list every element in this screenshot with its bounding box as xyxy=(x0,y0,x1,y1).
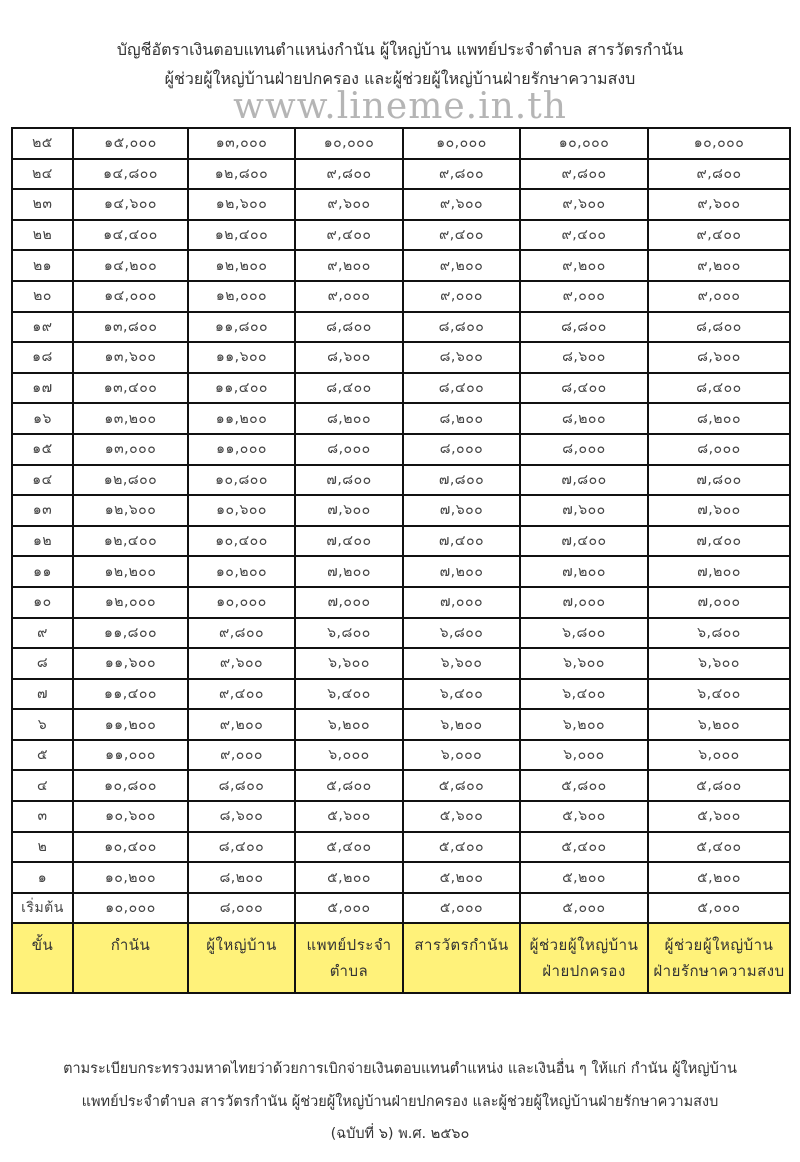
rate-cell: ๑๑,๔๐๐ xyxy=(188,373,295,404)
rate-cell: ๙,๘๐๐ xyxy=(648,159,790,190)
table-header-row xyxy=(12,923,790,993)
rate-cell: ๗,๔๐๐ xyxy=(520,526,648,557)
footer-line2: แพทย์ประจำตำบล สารวัตรกำนัน ผู้ช่วยผู้ใหญ่บ้านฝ่ายปกครอง และผู้ช่วยผู้ใหญ่บ้านฝ่ายรักษาความสงบ xyxy=(81,1094,719,1110)
step-cell: เริ่มต้น xyxy=(12,893,73,924)
rate-cell: ๑๔,๖๐๐ xyxy=(73,189,188,220)
table-row xyxy=(12,434,790,465)
rate-cell: ๕,๒๐๐ xyxy=(520,862,648,893)
rate-cell: ๕,๐๐๐ xyxy=(403,893,520,924)
rate-cell: ๕,๐๐๐ xyxy=(648,893,790,924)
rate-cell: ๙,๘๐๐ xyxy=(403,159,520,190)
rate-cell: ๘,๐๐๐ xyxy=(188,893,295,924)
table-row xyxy=(12,709,790,740)
rate-cell: ๑๑,๒๐๐ xyxy=(188,403,295,434)
step-cell: ๑๔ xyxy=(12,465,73,496)
rate-cell: ๑๐,๐๐๐ xyxy=(403,128,520,159)
rate-cell: ๑๐,๐๐๐ xyxy=(73,893,188,924)
rate-cell: ๑๑,๐๐๐ xyxy=(73,740,188,771)
table-row-start xyxy=(12,893,790,924)
rate-cell: ๙,๐๐๐ xyxy=(188,740,295,771)
column-header xyxy=(295,923,403,993)
rate-cell: ๘,๘๐๐ xyxy=(520,312,648,343)
step-cell: ๑๙ xyxy=(12,312,73,343)
table-row xyxy=(12,403,790,434)
rate-cell: ๗,๔๐๐ xyxy=(648,526,790,557)
rate-cell: ๗,๖๐๐ xyxy=(520,495,648,526)
table-row xyxy=(12,832,790,863)
rate-cell: ๙,๘๐๐ xyxy=(295,159,403,190)
rate-cell: ๖,๖๐๐ xyxy=(403,648,520,679)
rate-cell: ๘,๘๐๐ xyxy=(648,312,790,343)
rate-cell: ๘,๔๐๐ xyxy=(403,373,520,404)
table-row xyxy=(12,250,790,281)
step-cell: ๕ xyxy=(12,740,73,771)
rate-cell: ๑๑,๖๐๐ xyxy=(188,342,295,373)
rate-cell: ๘,๒๐๐ xyxy=(403,403,520,434)
rate-cell: ๑๔,๔๐๐ xyxy=(73,220,188,251)
column-header-line2: ฝ่ายปกครอง xyxy=(542,962,626,981)
rate-cell: ๕,๘๐๐ xyxy=(648,770,790,801)
rate-cell: ๗,๖๐๐ xyxy=(648,495,790,526)
rate-cell: ๕,๔๐๐ xyxy=(295,832,403,863)
rate-cell: ๗,๘๐๐ xyxy=(403,465,520,496)
table-row xyxy=(12,465,790,496)
column-header xyxy=(12,923,73,993)
rate-cell: ๙,๔๐๐ xyxy=(295,220,403,251)
step-cell: ๘ xyxy=(12,648,73,679)
rate-cell: ๕,๒๐๐ xyxy=(295,862,403,893)
rate-cell: ๕,๖๐๐ xyxy=(295,801,403,832)
rate-cell: ๖,๒๐๐ xyxy=(403,709,520,740)
step-cell: ๑๓ xyxy=(12,495,73,526)
step-cell: ๒๒ xyxy=(12,220,73,251)
column-header-line1: ผู้ช่วยผู้ใหญ่บ้าน xyxy=(664,936,774,955)
rate-cell: ๑๓,๒๐๐ xyxy=(73,403,188,434)
rate-cell: ๘,๐๐๐ xyxy=(520,434,648,465)
column-header xyxy=(73,923,188,993)
rate-cell: ๕,๒๐๐ xyxy=(648,862,790,893)
step-cell: ๒๓ xyxy=(12,189,73,220)
rate-cell: ๙,๔๐๐ xyxy=(188,679,295,710)
rate-cell: ๘,๐๐๐ xyxy=(295,434,403,465)
rate-cell: ๗,๒๐๐ xyxy=(520,556,648,587)
rate-cell: ๘,๒๐๐ xyxy=(295,403,403,434)
rate-cell: ๑๐,๘๐๐ xyxy=(73,770,188,801)
rate-cell: ๑๐,๔๐๐ xyxy=(188,526,295,557)
table-row xyxy=(12,312,790,343)
rate-cell: ๙,๔๐๐ xyxy=(648,220,790,251)
rate-cell: ๑๐,๐๐๐ xyxy=(648,128,790,159)
table-row xyxy=(12,128,790,159)
document-title-line2: ผู้ช่วยผู้ใหญ่บ้านฝ่ายปกครอง และผู้ช่วยผู้ใหญ่บ้านฝ่ายรักษาความสงบ xyxy=(164,69,636,88)
rate-cell: ๘,๖๐๐ xyxy=(403,342,520,373)
document-title-line1: บัญชีอัตราเงินตอบแทนตำแหน่งกำนัน ผู้ใหญ่บ้าน แพทย์ประจำตำบล สารวัตรกำนัน xyxy=(116,40,684,59)
rate-cell: ๙,๖๐๐ xyxy=(403,189,520,220)
rate-cell: ๑๒,๐๐๐ xyxy=(188,281,295,312)
step-cell: ๑ xyxy=(12,862,73,893)
rate-cell: ๘,๒๐๐ xyxy=(520,403,648,434)
rate-cell: ๑๑,๒๐๐ xyxy=(73,709,188,740)
rate-cell: ๖,๘๐๐ xyxy=(295,618,403,649)
rate-cell: ๖,๖๐๐ xyxy=(520,648,648,679)
column-header-line1: กำนัน xyxy=(110,936,151,955)
rate-cell: ๗,๔๐๐ xyxy=(295,526,403,557)
rate-cell: ๘,๖๐๐ xyxy=(520,342,648,373)
step-cell: ๖ xyxy=(12,709,73,740)
watermark: www.lineme.in.th xyxy=(233,86,567,127)
rate-cell: ๕,๘๐๐ xyxy=(403,770,520,801)
rate-cell: ๙,๐๐๐ xyxy=(648,281,790,312)
column-header-line1: สารวัตรกำนัน xyxy=(414,936,509,955)
rate-cell: ๙,๒๐๐ xyxy=(648,250,790,281)
table-row xyxy=(12,587,790,618)
step-cell: ๑๑ xyxy=(12,556,73,587)
rate-cell: ๑๒,๘๐๐ xyxy=(73,465,188,496)
table-row xyxy=(12,648,790,679)
rate-cell: ๑๓,๖๐๐ xyxy=(73,342,188,373)
rate-cell: ๕,๘๐๐ xyxy=(520,770,648,801)
table-row xyxy=(12,740,790,771)
rate-cell: ๙,๔๐๐ xyxy=(403,220,520,251)
rate-cell: ๙,๘๐๐ xyxy=(520,159,648,190)
table-row xyxy=(12,801,790,832)
rate-table xyxy=(11,127,791,994)
table-row xyxy=(12,618,790,649)
rate-cell: ๑๑,๘๐๐ xyxy=(188,312,295,343)
column-header xyxy=(648,923,790,993)
rate-cell: ๑๔,๒๐๐ xyxy=(73,250,188,281)
rate-cell: ๑๐,๐๐๐ xyxy=(520,128,648,159)
rate-cell: ๑๑,๐๐๐ xyxy=(188,434,295,465)
step-cell: ๒ xyxy=(12,832,73,863)
rate-cell: ๘,๒๐๐ xyxy=(648,403,790,434)
rate-cell: ๘,๖๐๐ xyxy=(648,342,790,373)
step-cell: ๒๕ xyxy=(12,128,73,159)
rate-cell: ๑๕,๐๐๐ xyxy=(73,128,188,159)
rate-cell: ๑๑,๖๐๐ xyxy=(73,648,188,679)
step-cell: ๑๒ xyxy=(12,526,73,557)
rate-cell: ๗,๐๐๐ xyxy=(520,587,648,618)
column-header-line1: ผู้ใหญ่บ้าน xyxy=(206,936,277,955)
column-header xyxy=(520,923,648,993)
column-header-line1: ผู้ช่วยผู้ใหญ่บ้าน xyxy=(529,936,639,955)
step-cell: ๒๑ xyxy=(12,250,73,281)
rate-cell: ๘,๘๐๐ xyxy=(403,312,520,343)
rate-cell: ๘,๐๐๐ xyxy=(648,434,790,465)
rate-cell: ๑๓,๔๐๐ xyxy=(73,373,188,404)
rate-cell: ๕,๐๐๐ xyxy=(520,893,648,924)
rate-cell: ๑๑,๔๐๐ xyxy=(73,679,188,710)
table-row xyxy=(12,862,790,893)
rate-cell: ๑๒,๖๐๐ xyxy=(73,495,188,526)
rate-cell: ๕,๔๐๐ xyxy=(403,832,520,863)
rate-cell: ๙,๔๐๐ xyxy=(520,220,648,251)
column-header xyxy=(188,923,295,993)
step-cell: ๑๗ xyxy=(12,373,73,404)
rate-cell: ๖,๖๐๐ xyxy=(648,648,790,679)
rate-cell: ๙,๐๐๐ xyxy=(295,281,403,312)
rate-cell: ๗,๐๐๐ xyxy=(403,587,520,618)
table-row xyxy=(12,189,790,220)
rate-cell: ๖,๘๐๐ xyxy=(648,618,790,649)
rate-cell: ๗,๖๐๐ xyxy=(403,495,520,526)
rate-cell: ๖,๒๐๐ xyxy=(520,709,648,740)
rate-cell: ๗,๘๐๐ xyxy=(295,465,403,496)
rate-cell: ๑๒,๖๐๐ xyxy=(188,189,295,220)
rate-cell: ๙,๒๐๐ xyxy=(188,709,295,740)
footer-line3: (ฉบับที่ ๖) พ.ศ. ๒๕๖๐ xyxy=(330,1126,470,1142)
rate-cell: ๖,๔๐๐ xyxy=(403,679,520,710)
rate-cell: ๘,๐๐๐ xyxy=(403,434,520,465)
rate-cell: ๕,๔๐๐ xyxy=(648,832,790,863)
step-cell: ๔ xyxy=(12,770,73,801)
rate-cell: ๘,๒๐๐ xyxy=(188,862,295,893)
rate-cell: ๗,๐๐๐ xyxy=(648,587,790,618)
footer-line1: ตามระเบียบกระทรวงมหาดไทยว่าด้วยการเบิกจ่ายเงินตอบแทนตำแหน่ง และเงินอื่น ๆ ให้แก่ กำนัน ผู้ใหญ่บ้าน xyxy=(63,1061,737,1077)
table-row xyxy=(12,220,790,251)
rate-cell: ๘,๘๐๐ xyxy=(295,312,403,343)
table-row xyxy=(12,159,790,190)
rate-cell: ๖,๔๐๐ xyxy=(648,679,790,710)
rate-cell: ๗,๘๐๐ xyxy=(520,465,648,496)
rate-cell: ๙,๖๐๐ xyxy=(520,189,648,220)
step-cell: ๗ xyxy=(12,679,73,710)
rate-cell: ๖,๐๐๐ xyxy=(403,740,520,771)
rate-cell: ๑๑,๘๐๐ xyxy=(73,618,188,649)
rate-cell: ๑๔,๐๐๐ xyxy=(73,281,188,312)
step-cell: ๑๘ xyxy=(12,342,73,373)
step-cell: ๒๔ xyxy=(12,159,73,190)
rate-cell: ๖,๐๐๐ xyxy=(295,740,403,771)
rate-cell: ๑๐,๖๐๐ xyxy=(73,801,188,832)
rate-cell: ๖,๘๐๐ xyxy=(403,618,520,649)
rate-cell: ๗,๒๐๐ xyxy=(403,556,520,587)
rate-cell: ๘,๔๐๐ xyxy=(295,373,403,404)
table-row xyxy=(12,281,790,312)
rate-cell: ๖,๒๐๐ xyxy=(648,709,790,740)
rate-cell: ๗,๔๐๐ xyxy=(403,526,520,557)
rate-cell: ๑๒,๔๐๐ xyxy=(73,526,188,557)
rate-cell: ๑๓,๐๐๐ xyxy=(73,434,188,465)
rate-cell: ๑๐,๐๐๐ xyxy=(295,128,403,159)
rate-cell: ๖,๐๐๐ xyxy=(520,740,648,771)
rate-cell: ๑๒,๐๐๐ xyxy=(73,587,188,618)
rate-cell: ๑๒,๔๐๐ xyxy=(188,220,295,251)
rate-cell: ๘,๔๐๐ xyxy=(188,832,295,863)
rate-cell: ๙,๒๐๐ xyxy=(295,250,403,281)
rate-cell: ๖,๒๐๐ xyxy=(295,709,403,740)
table-row xyxy=(12,373,790,404)
table-row xyxy=(12,679,790,710)
rate-cell: ๖,๘๐๐ xyxy=(520,618,648,649)
rate-cell: ๗,๖๐๐ xyxy=(295,495,403,526)
column-header xyxy=(403,923,520,993)
rate-cell: ๘,๖๐๐ xyxy=(295,342,403,373)
rate-cell: ๖,๖๐๐ xyxy=(295,648,403,679)
rate-table-body xyxy=(12,128,790,993)
table-row xyxy=(12,342,790,373)
rate-cell: ๕,๔๐๐ xyxy=(520,832,648,863)
step-cell: ๑๖ xyxy=(12,403,73,434)
rate-cell: ๑๐,๖๐๐ xyxy=(188,495,295,526)
rate-cell: ๙,๘๐๐ xyxy=(188,618,295,649)
rate-cell: ๑๓,๐๐๐ xyxy=(188,128,295,159)
rate-cell: ๕,๒๐๐ xyxy=(403,862,520,893)
rate-cell: ๙,๖๐๐ xyxy=(188,648,295,679)
rate-cell: ๗,๐๐๐ xyxy=(295,587,403,618)
rate-cell: ๑๔,๘๐๐ xyxy=(73,159,188,190)
table-row xyxy=(12,556,790,587)
step-cell: ๑๐ xyxy=(12,587,73,618)
rate-cell: ๘,๔๐๐ xyxy=(648,373,790,404)
table-row xyxy=(12,495,790,526)
rate-cell: ๗,๒๐๐ xyxy=(295,556,403,587)
rate-cell: ๑๒,๘๐๐ xyxy=(188,159,295,190)
rate-cell: ๑๓,๘๐๐ xyxy=(73,312,188,343)
rate-cell: ๕,๖๐๐ xyxy=(648,801,790,832)
column-header-line2: ฝ่ายรักษาความสงบ xyxy=(653,962,785,981)
rate-cell: ๙,๒๐๐ xyxy=(520,250,648,281)
rate-cell: ๑๒,๒๐๐ xyxy=(188,250,295,281)
rate-cell: ๘,๘๐๐ xyxy=(188,770,295,801)
rate-cell: ๙,๖๐๐ xyxy=(295,189,403,220)
step-cell: ๑๕ xyxy=(12,434,73,465)
step-cell: ๒๐ xyxy=(12,281,73,312)
rate-cell: ๘,๔๐๐ xyxy=(520,373,648,404)
rate-cell: ๑๒,๒๐๐ xyxy=(73,556,188,587)
step-cell: ๙ xyxy=(12,618,73,649)
rate-cell: ๙,๒๐๐ xyxy=(403,250,520,281)
column-header-line1: ขั้น xyxy=(31,936,54,955)
rate-cell: ๕,๖๐๐ xyxy=(520,801,648,832)
rate-cell: ๑๐,๘๐๐ xyxy=(188,465,295,496)
table-row xyxy=(12,770,790,801)
rate-cell: ๗,๒๐๐ xyxy=(648,556,790,587)
rate-cell: ๕,๘๐๐ xyxy=(295,770,403,801)
rate-cell: ๖,๔๐๐ xyxy=(520,679,648,710)
rate-cell: ๙,๖๐๐ xyxy=(648,189,790,220)
rate-cell: ๑๐,๔๐๐ xyxy=(73,832,188,863)
rate-cell: ๑๐,๐๐๐ xyxy=(188,587,295,618)
rate-cell: ๑๐,๒๐๐ xyxy=(73,862,188,893)
rate-cell: ๙,๐๐๐ xyxy=(520,281,648,312)
rate-cell: ๘,๖๐๐ xyxy=(188,801,295,832)
rate-cell: ๖,๐๐๐ xyxy=(648,740,790,771)
step-cell: ๓ xyxy=(12,801,73,832)
rate-cell: ๕,๖๐๐ xyxy=(403,801,520,832)
rate-cell: ๙,๐๐๐ xyxy=(403,281,520,312)
column-header-line1: แพทย์ประจำ xyxy=(306,936,392,955)
rate-cell: ๖,๔๐๐ xyxy=(295,679,403,710)
rate-cell: ๗,๘๐๐ xyxy=(648,465,790,496)
rate-cell: ๕,๐๐๐ xyxy=(295,893,403,924)
column-header-line2: ตำบล xyxy=(329,962,369,981)
table-row xyxy=(12,526,790,557)
rate-cell: ๑๐,๒๐๐ xyxy=(188,556,295,587)
